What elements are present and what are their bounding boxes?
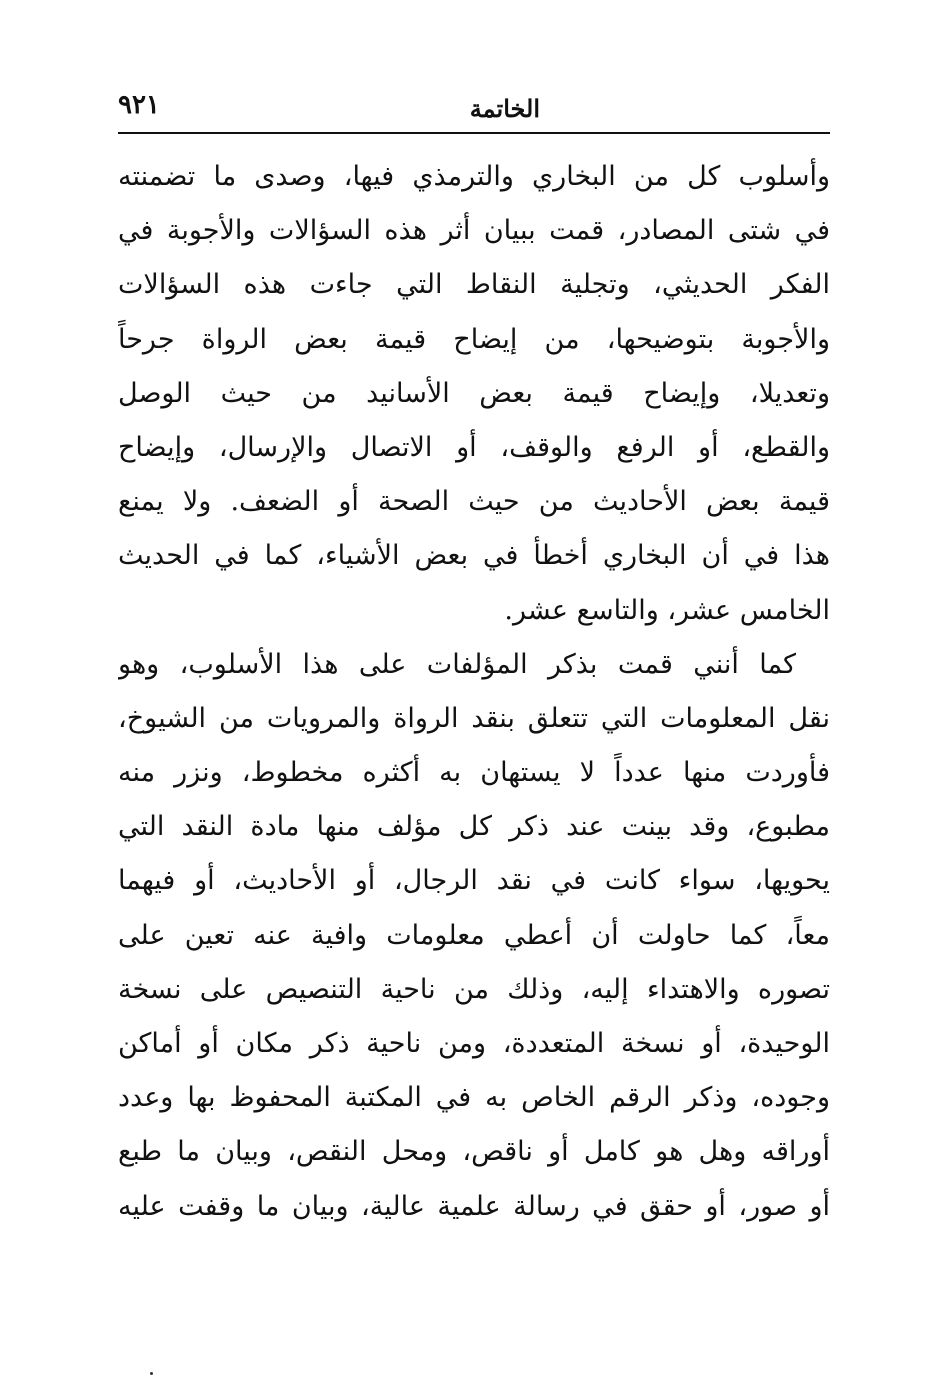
text-line: وأسلوب كل من البخاري والترمذي فيها، وصدى ما تضمنته <box>118 161 830 192</box>
running-header <box>118 84 830 128</box>
text-line: تصوره والاهتداء إليه، وذلك من ناحية التنصيص على نسخة <box>118 973 830 1005</box>
header-rule <box>118 132 830 134</box>
text-line: الخامس عشر، والتاسع عشر. <box>504 594 830 626</box>
text-line: والأجوبة بتوضيحها، من إيضاح قيمة بعض الرواة جرحاً <box>118 323 830 355</box>
page-number: ٩٢١ <box>118 90 160 120</box>
text-line: فأوردت منها عدداً لا يستهان به أكثره مخطوط، ونزر منه <box>118 757 830 789</box>
text-line: الوحيدة، أو نسخة المتعددة، ومن ناحية ذكر مكان أو أماكن <box>118 1028 830 1059</box>
running-title: الخاتمة <box>469 94 540 123</box>
body-text <box>118 150 830 1234</box>
text-line: كما أنني قمت بذكر المؤلفات على هذا الأسلوب، وهو <box>118 648 796 680</box>
text-line: مطبوع، وقد بينت عند ذكر كل مؤلف منها مادة النقد التي <box>118 811 830 843</box>
text-line: يحويها، سواء كانت في نقد الرجال، أو الأحاديث، أو فيهما <box>118 865 830 897</box>
text-line: وتعديلا، وإيضاح قيمة بعض الأسانيد من حيث الوصل <box>118 377 830 409</box>
text-line: قيمة بعض الأحاديث من حيث الصحة أو الضعف. ولا يمنع <box>118 486 830 518</box>
text-line: وجوده، وذكر الرقم الخاص به في المكتبة المحفوظ بها وعدد <box>118 1082 830 1114</box>
ink-speck <box>150 1372 153 1375</box>
text-line: أوراقه وهل هو كامل أو ناقص، ومحل النقص، وبيان ما طبع <box>118 1136 830 1168</box>
text-line: والقطع، أو الرفع والوقف، أو الاتصال والإرسال، وإيضاح <box>118 431 830 463</box>
text-line: الفكر الحديثي، وتجلية النقاط التي جاءت هذه السؤالات <box>118 269 830 301</box>
paragraph-1 <box>118 150 830 638</box>
text-line: في شتى المصادر، قمت ببيان أثر هذه السؤالات والأجوبة في <box>118 215 830 247</box>
paragraph-2 <box>118 638 830 1234</box>
text-line: نقل المعلومات التي تتعلق بنقد الرواة والمرويات من الشيوخ، <box>118 702 830 734</box>
text-line: هذا في أن البخاري أخطأ في بعض الأشياء، كما في الحديث <box>118 540 830 572</box>
text-line: أو صور، أو حقق في رسالة علمية عالية، وبيان ما وقفت عليه <box>118 1190 830 1222</box>
text-line: معاً، كما حاولت أن أعطي معلومات وافية عنه تعين على <box>118 919 830 951</box>
